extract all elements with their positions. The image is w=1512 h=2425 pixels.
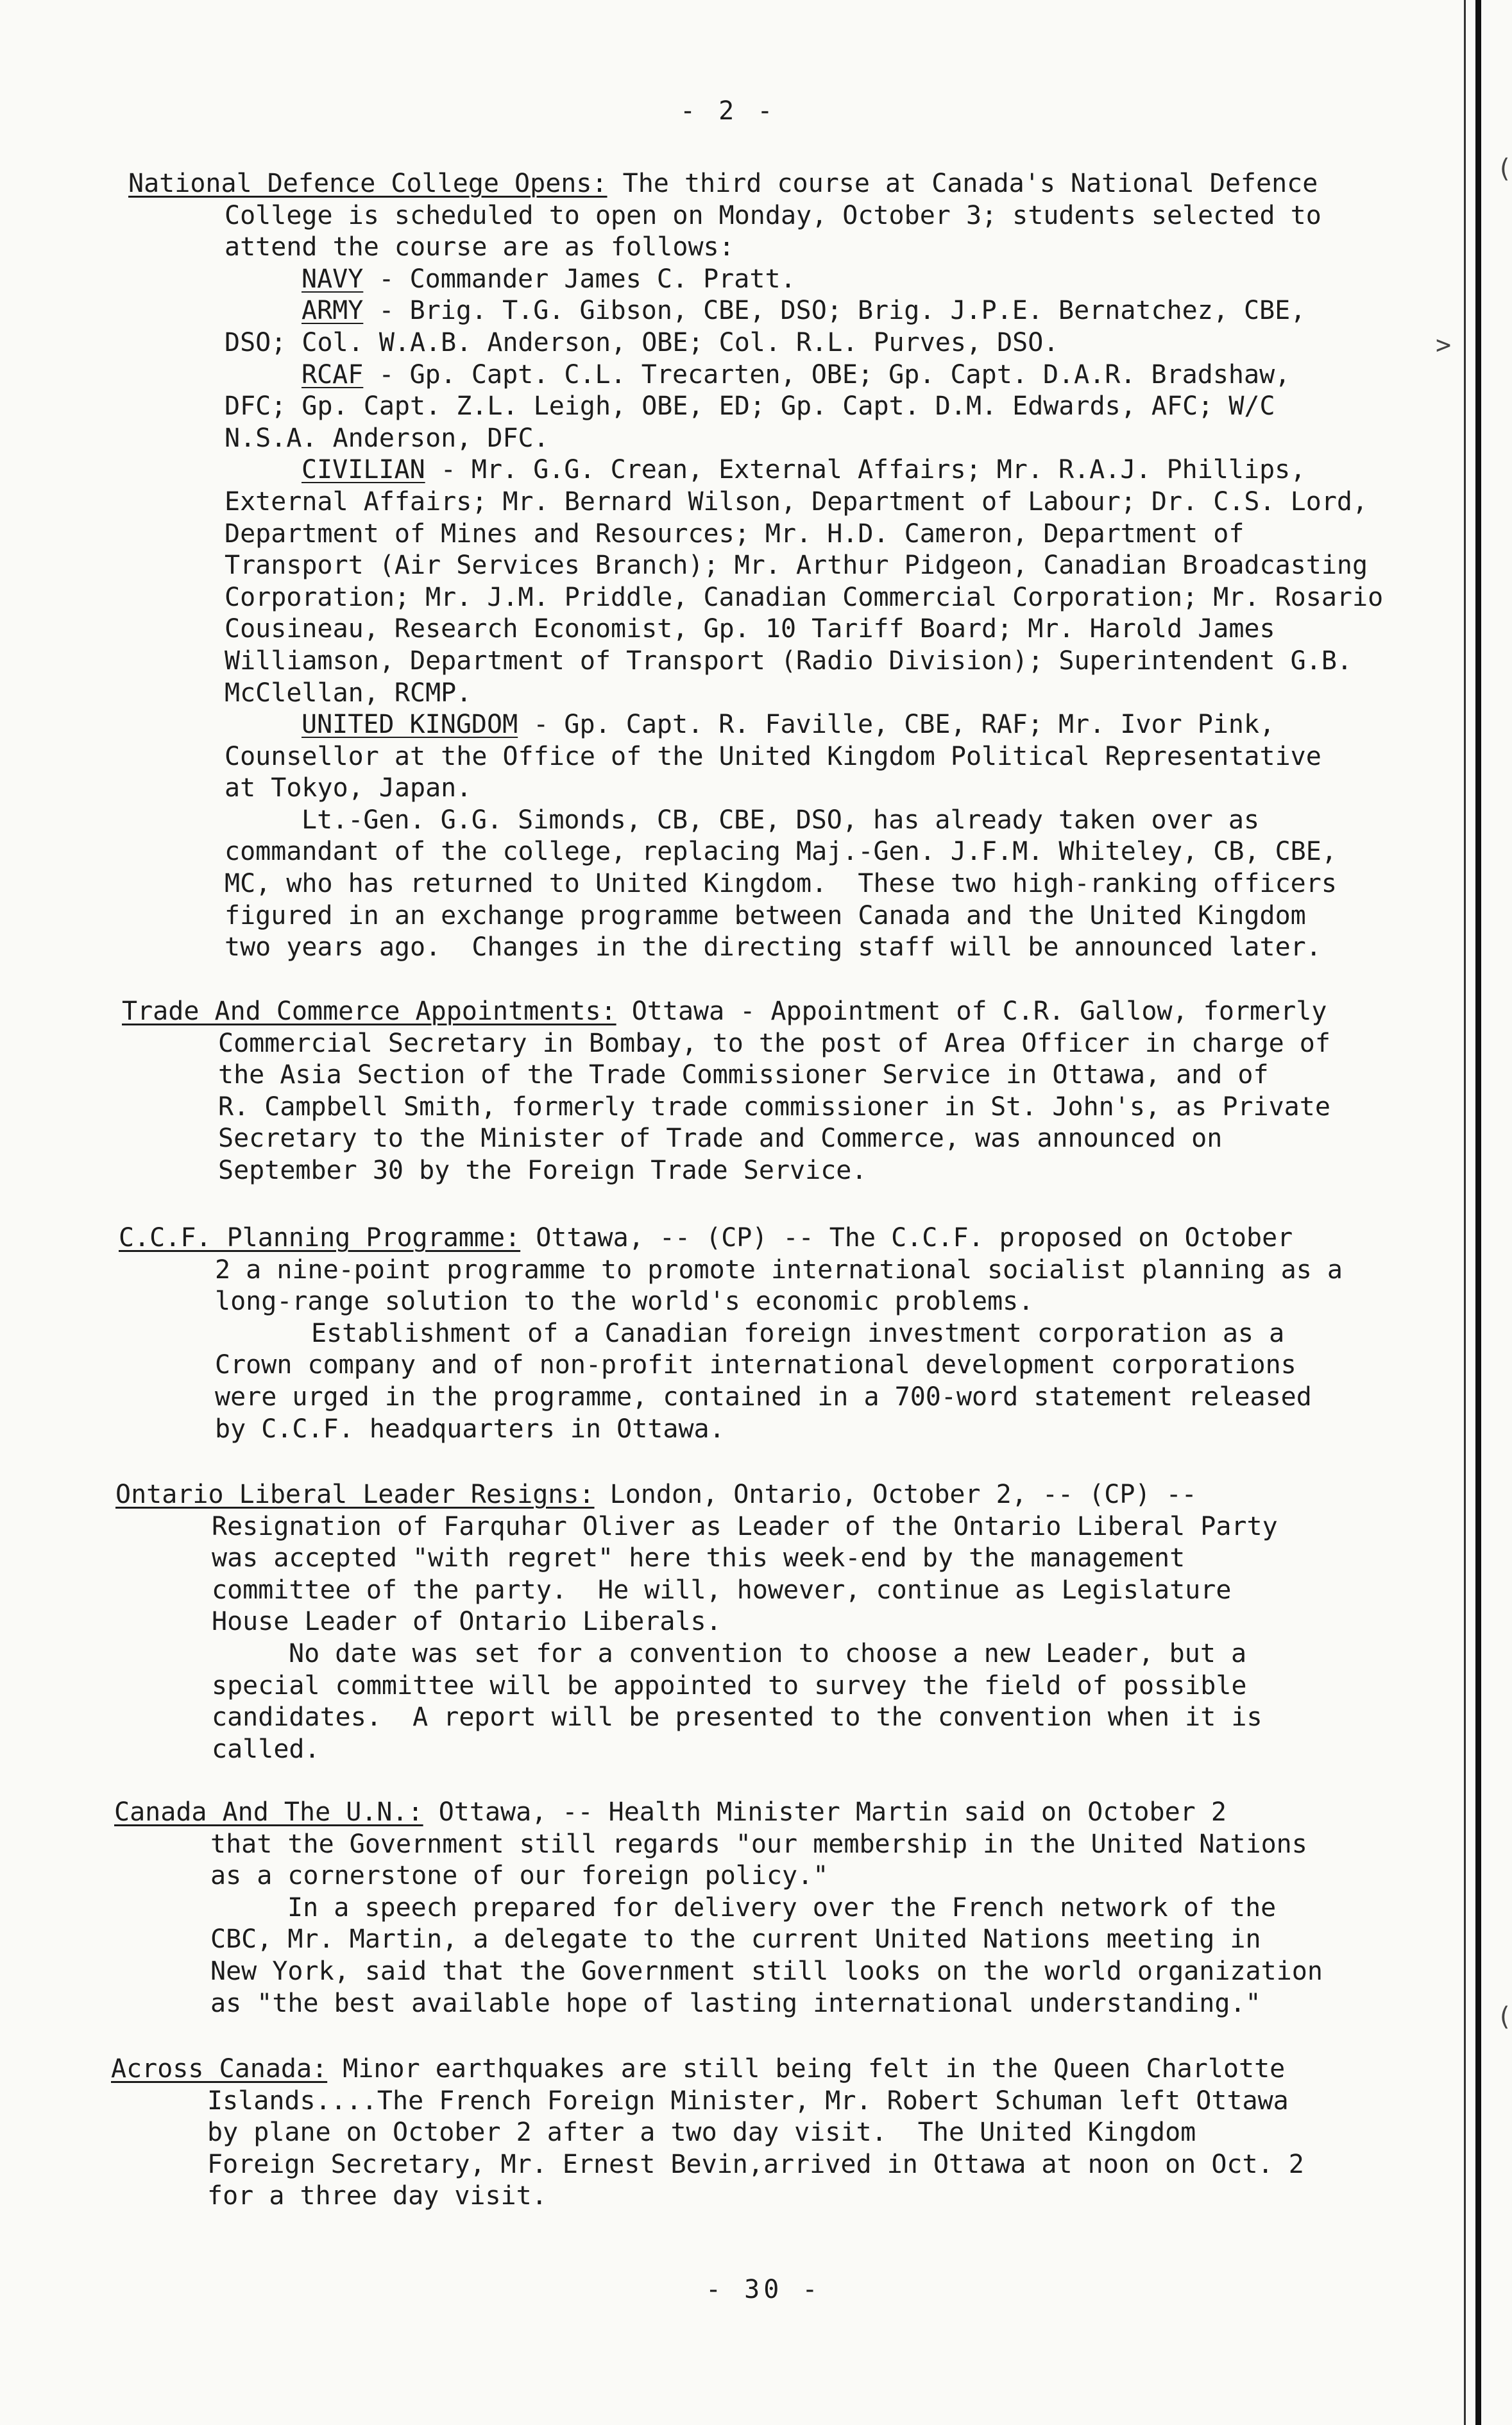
item-heading: National Defence College Opens: (128, 169, 607, 198)
category-label: RCAF (302, 359, 364, 390)
category-label: UNITED KINGDOM (302, 710, 518, 740)
page-number-bottom: - 30 - (706, 2275, 822, 2304)
binding-edge (1475, 0, 1481, 2425)
margin-mark: ( (1497, 154, 1512, 184)
category-label: CIVILIAN (302, 455, 425, 485)
news-item-trade-commerce: Trade And Commerce Appointments: Ottawa - Appointment of C.R. Gallow, formerly Commercial Secretary in Bombay, to the post of Area Officer in charge of the Asia Section of the Trade Commissioner Service in Ottawa, and of R. Campbell Smith, formerly trade commissioner in St. John's, as Private Secretary to the Minister of Trade and Commerce, was announced on September 30 by the Foreign Trade Service. (122, 997, 1330, 1185)
category-label: ARMY (302, 296, 364, 326)
news-item-across-canada: Across Canada: Minor earthquakes are still being felt in the Queen Charlotte Islands....The French Foreign Minister, Mr. Robert Schuman left Ottawa by plane on October 2 after a two day visit. The United Kingdom Foreign Secretary, Mr. Ernest Bevin,arrived in Ottawa at noon on Oct. 2 for a three day visit. (111, 2054, 1304, 2211)
page-number-top: - 2 - (680, 96, 777, 126)
news-item-ontario-liberal: Ontario Liberal Leader Resigns: London, Ontario, October 2, -- (CP) -- Resignation of Farquhar Oliver as Leader of the Ontario Liberal Party was accepted "with regret" here this week-end by the management committee of the party. He will, however, continue as Legislature House Leader of Ontario Liberals. No date was set for a convention to choose a new Leader, but a special committee will be appointed to survey the field of possible candidates. A report will be presented to the convention when it is called. (115, 1480, 1278, 1764)
news-item-canada-un: Canada And The U.N.: Ottawa, -- Health Minister Martin said on October 2 that the Government still regards "our membership in the United Nations as a cornerstone of our foreign policy." In a speech prepared for delivery over the French network of the CBC, Mr. Martin, a delegate to the current United Nations meeting in New York, said that the Government still looks on the world organization as "the best available hope of lasting international understanding." (114, 1797, 1323, 2018)
margin-mark: > (1436, 330, 1452, 360)
item-heading: Canada And The U.N.: (114, 1797, 423, 1827)
item-heading: C.C.F. Planning Programme: (119, 1223, 521, 1253)
binding-edge-inner (1464, 0, 1466, 2425)
item-heading: Trade And Commerce Appointments: (122, 997, 616, 1026)
item-heading: Across Canada: (111, 2054, 328, 2084)
news-item-ccf-programme: C.C.F. Planning Programme: Ottawa, -- (CP) -- The C.C.F. proposed on October 2 a nine-point programme to promote international socialist planning as a long-range solution to the world's economic problems. Establishment of a Canadian foreign investment corporation as a Crown company and of non-profit international development corporations were urged in the programme, contained in a 700-word statement released by C.C.F. headquarters in Ottawa. (119, 1223, 1343, 1444)
category-label: NAVY (302, 264, 364, 294)
news-item-national-defence-college: National Defence College Opens: The third course at Canada's National Defence College is scheduled to open on Monday, October 3; students selected to attend the course are as follows: NAVY - Commander James C. Pratt. ARMY - Brig. T.G. Gibson, CBE, DSO; Brig. J.P.E. Bernatchez, CBE, DSO; Col. W.A.B. Anderson, OBE; Col. R.L. Purves, DSO. RCAF - Gp. Capt. C.L. Trecarten, OBE; Gp. Capt. D.A.R. Bradshaw, DFC; Gp. Capt. Z.L. Leigh, OBE, ED; Gp. Capt. D.M. Edwards, AFC; W/C N.S.A. Anderson, DFC. CIVILIAN - Mr. G.G. Crean, External Affairs; Mr. R.A.J. Phillips, External Affairs; Mr. Bernard Wilson, Department of Labour; Dr. C.S. Lord, Department of Mines and Resources; Mr. H.D. Cameron, Department of Transport (Air Services Branch); Mr. Arthur Pidgeon, Canadian Broadcasting Corporation; Mr. J.M. Priddle, Canadian Commercial Corporation; Mr. Rosario Cousineau, Research Economist, Gp. 10 Tariff Board; Mr. Harold James Williamson, Department of Transport (Radio Division); Superintendent G.B. McClellan, RCMP. UNITED KINGDOM - Gp. Capt. R. Faville, CBE, RAF; Mr. Ivor Pink, Counsellor at the Office of the United Kingdom Political Representative at Tokyo, Japan. Lt.-Gen. G.G. Simonds, CB, CBE, DSO, has already taken over as commandant of the college, replacing Maj.-Gen. J.F.M. Whiteley, CB, CBE, MC, who has returned to United Kingdom. These two high-ranking officers figured in an exchange programme between Canada and the United Kingdom two years ago. Changes in the directing staff will be announced later. (128, 169, 1384, 963)
item-heading: Ontario Liberal Leader Resigns: (115, 1480, 595, 1509)
margin-mark: ( (1497, 2002, 1512, 2032)
